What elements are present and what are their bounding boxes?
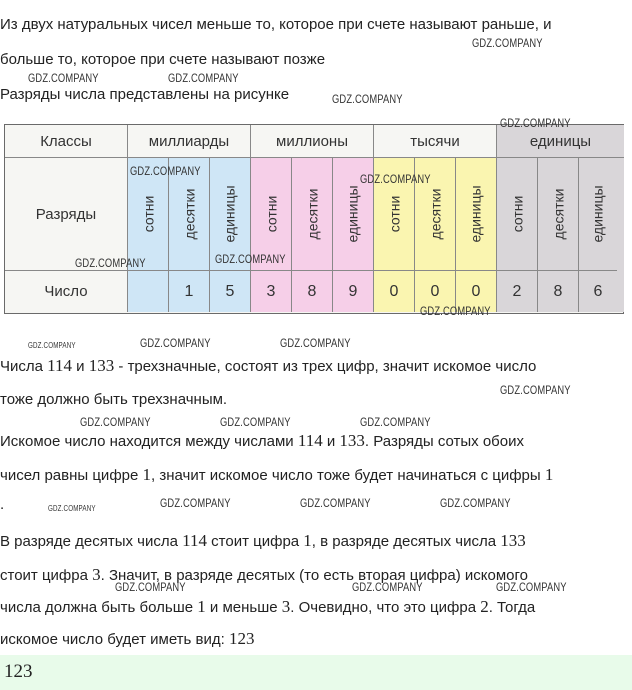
watermark: GDZ.COMPANY	[48, 504, 96, 513]
digit-value-millions-1: 8	[292, 271, 333, 312]
watermark: GDZ.COMPANY	[75, 256, 146, 270]
digit-value-thousands-0: 0	[374, 271, 415, 312]
digit-value-billions-1: 1	[169, 271, 210, 312]
watermark: GDZ.COMPANY	[80, 415, 151, 429]
watermark: GDZ.COMPANY	[500, 116, 571, 130]
digit-value-units-0: 2	[497, 271, 538, 312]
class-thousands: тысячи	[374, 125, 497, 158]
watermark: GDZ.COMPANY	[215, 252, 286, 266]
solution-p3-line1: В разряде десятых числа 114 стоит цифра 1, в разряде десятых числа 133	[0, 531, 526, 550]
intro-line-2: больше то, которое при счете называют позже	[0, 51, 326, 68]
watermark: GDZ.COMPANY	[28, 341, 76, 350]
watermark: GDZ.COMPANY	[140, 336, 211, 350]
digit-name-units-0: сотни	[497, 158, 538, 271]
class-millions: миллионы	[251, 125, 374, 158]
digit-value-millions-0: 3	[251, 271, 292, 312]
digit-value-thousands-2: 0	[456, 271, 497, 312]
watermark: GDZ.COMPANY	[472, 36, 543, 50]
watermark: GDZ.COMPANY	[420, 304, 491, 318]
digit-name-billions-2: единицы	[210, 158, 251, 271]
watermark: GDZ.COMPANY	[160, 496, 231, 510]
digit-value-millions-2: 9	[333, 271, 374, 312]
solution-p3-line2: стоит цифра 3. Значит, в разряде десятых (то есть вторая цифра) искомого	[0, 565, 528, 584]
digit-value-billions-0	[128, 271, 169, 312]
watermark: GDZ.COMPANY	[496, 580, 567, 594]
watermark: GDZ.COMPANY	[280, 336, 351, 350]
watermark: GDZ.COMPANY	[500, 383, 571, 397]
watermark: GDZ.COMPANY	[220, 415, 291, 429]
digit-name-millions-2: единицы	[333, 158, 374, 271]
watermark: GDZ.COMPANY	[300, 496, 371, 510]
solution-p1-line1: Числа 114 и 133 - трехзначные, состоят из трех цифр, значит искомое число	[0, 356, 537, 375]
number-label: Число	[5, 271, 128, 312]
digit-name-thousands-2: единицы	[456, 158, 497, 271]
digit-value-units-1: 8	[538, 271, 579, 312]
watermark: GDZ.COMPANY	[168, 71, 239, 85]
digit-name-billions-0: сотни	[128, 158, 169, 271]
digit-name-millions-1: десятки	[292, 158, 333, 271]
watermark: GDZ.COMPANY	[332, 92, 403, 106]
digit-value-billions-2: 5	[210, 271, 251, 312]
class-units: единицы	[497, 125, 624, 158]
intro-line-3: Разряды числа представлены на рисунке	[0, 86, 290, 103]
watermark: GDZ.COMPANY	[440, 496, 511, 510]
solution-p3-line4: искомое число будет иметь вид: 123	[0, 629, 255, 648]
watermark: GDZ.COMPANY	[360, 172, 431, 186]
class-billions: миллиарды	[128, 125, 251, 158]
digit-name-thousands-1: десятки	[415, 158, 456, 271]
watermark: GDZ.COMPANY	[130, 164, 201, 178]
digit-places-table	[4, 124, 624, 314]
classes-label: Классы	[5, 125, 128, 158]
answer-box	[0, 655, 632, 690]
digit-name-billions-1: десятки	[169, 158, 210, 271]
answer-value: 123	[4, 661, 33, 682]
intro-line-1: Из двух натуральных чисел меньше то, которое при счете называют раньше, и	[0, 16, 552, 33]
digit-name-units-2: единицы	[579, 158, 617, 271]
digit-value-thousands-1: 0	[415, 271, 456, 312]
solution-p2-line1: Искомое число находится между числами 114 и 133. Разряды сотых обоих	[0, 431, 524, 450]
solution-p1-line2: тоже должно быть трехзначным.	[0, 391, 228, 408]
watermark: GDZ.COMPANY	[360, 415, 431, 429]
watermark: GDZ.COMPANY	[28, 71, 99, 85]
digit-value-units-2: 6	[593, 282, 603, 300]
solution-p2-line2: чисел равны цифре 1, значит искомое число тоже будет начинаться с цифры 1	[0, 465, 554, 484]
solution-p2-dot: .	[0, 496, 5, 513]
solution-p3-line3: числа должна быть больше 1 и меньше 3. Очевидно, что это цифра 2. Тогда	[0, 597, 536, 616]
digit-name-millions-0: сотни	[251, 158, 292, 271]
watermark: GDZ.COMPANY	[352, 580, 423, 594]
watermark: GDZ.COMPANY	[115, 580, 186, 594]
digit-name-units-1: десятки	[538, 158, 579, 271]
digit-name-thousands-0: сотни	[374, 158, 415, 271]
digits-label: Разряды	[5, 158, 128, 271]
